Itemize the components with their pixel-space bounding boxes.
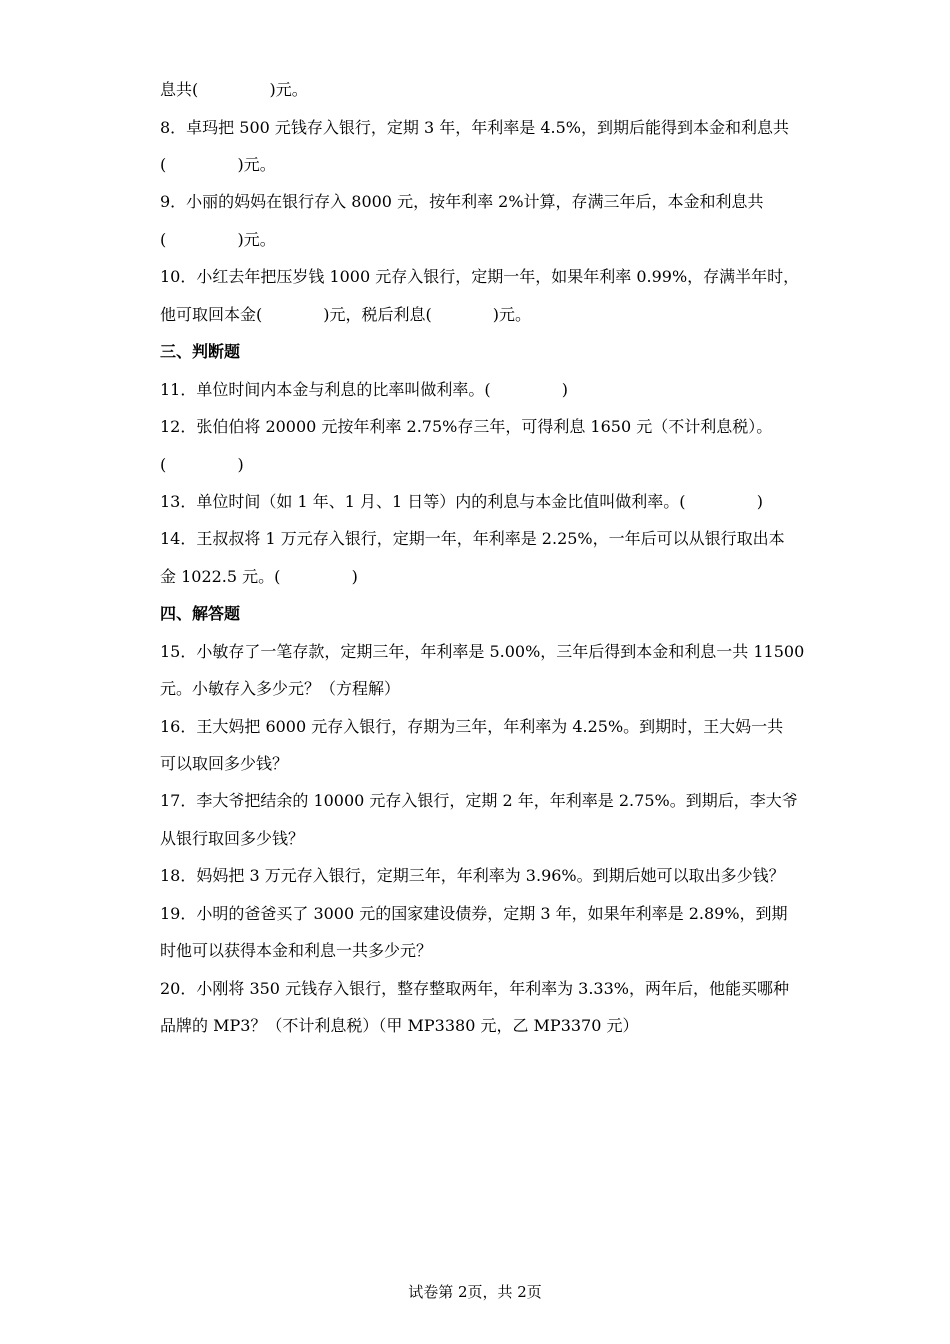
q17-continuation: 从银行取回多少钱？ <box>160 829 305 848</box>
q8-text: 8．卓玛把 500 元钱存入银行，定期 3 年，年利率是 4.5%，到期后能得到本金和利息共 <box>160 118 789 137</box>
q15-text: 15．小敏存了一笔存款，定期三年，年利率是 5.00%，三年后得到本金和利息一共 11500 <box>160 642 805 661</box>
q12-text: 12．张伯伯将 20000 元按年利率 2.75%存三年，可得利息 1650 元（不计利息税）。 <box>160 417 773 436</box>
page-footer: 试卷第 2页，共 2页 <box>408 1283 542 1301</box>
q19-text: 19．小明的爸爸买了 3000 元的国家建设债券，定期 3 年，如果年利率是 2.89%，到期 <box>160 904 788 923</box>
q12-blank: ( ) <box>160 455 244 474</box>
q19-continuation: 时他可以获得本金和利息一共多少元？ <box>160 941 433 960</box>
q14-continuation: 金 1022.5 元。( ) <box>160 567 358 586</box>
q20-text: 20．小刚将 350 元钱存入银行，整存整取两年，年利率为 3.33%，两年后，他能买哪种 <box>160 979 789 998</box>
q7-continuation: 息共( )元。 <box>160 80 308 99</box>
q11-text: 11．单位时间内本金与利息的比率叫做利率。( ) <box>160 380 569 399</box>
q18-text: 18．妈妈把 3 万元存入银行，定期三年，年利率为 3.96%。到期后她可以取出多少钱？ <box>160 866 785 885</box>
q10-text: 10．小红去年把压岁钱 1000 元存入银行，定期一年，如果年利率 0.99%，存满半年时， <box>160 267 800 286</box>
q10-continuation: 他可取回本金( )元，税后利息( )元。 <box>160 305 532 324</box>
q20-continuation: 品牌的 MP3？（不计利息税）（甲 MP3380 元，乙 MP3370 元） <box>160 1016 639 1035</box>
q14-text: 14．王叔叔将 1 万元存入银行，定期一年，年利率是 2.25%，一年后可以从银行取出本 <box>160 529 785 548</box>
q9-text: 9．小丽的妈妈在银行存入 8000 元，按年利率 2%计算，存满三年后，本金和利息共 <box>160 192 764 211</box>
section-heading-problems: 四、解答题 <box>160 604 241 623</box>
q16-continuation: 可以取回多少钱？ <box>160 754 289 773</box>
q17-text: 17．李大爷把结余的 10000 元存入银行，定期 2 年，年利率是 2.75%。到期后，李大爷 <box>160 791 798 810</box>
q13-text: 13．单位时间（如 1 年、1 月、1 日等）内的利息与本金比值叫做利率。( ) <box>160 492 763 511</box>
q16-text: 16．王大妈把 6000 元存入银行，存期为三年，年利率为 4.25%。到期时，王大妈一共 <box>160 717 784 736</box>
q8-blank: ( )元。 <box>160 155 276 174</box>
section-heading-judgement: 三、判断题 <box>160 342 241 361</box>
q15-continuation: 元。小敏存入多少元？（方程解） <box>160 679 401 698</box>
q9-blank: ( )元。 <box>160 230 276 249</box>
